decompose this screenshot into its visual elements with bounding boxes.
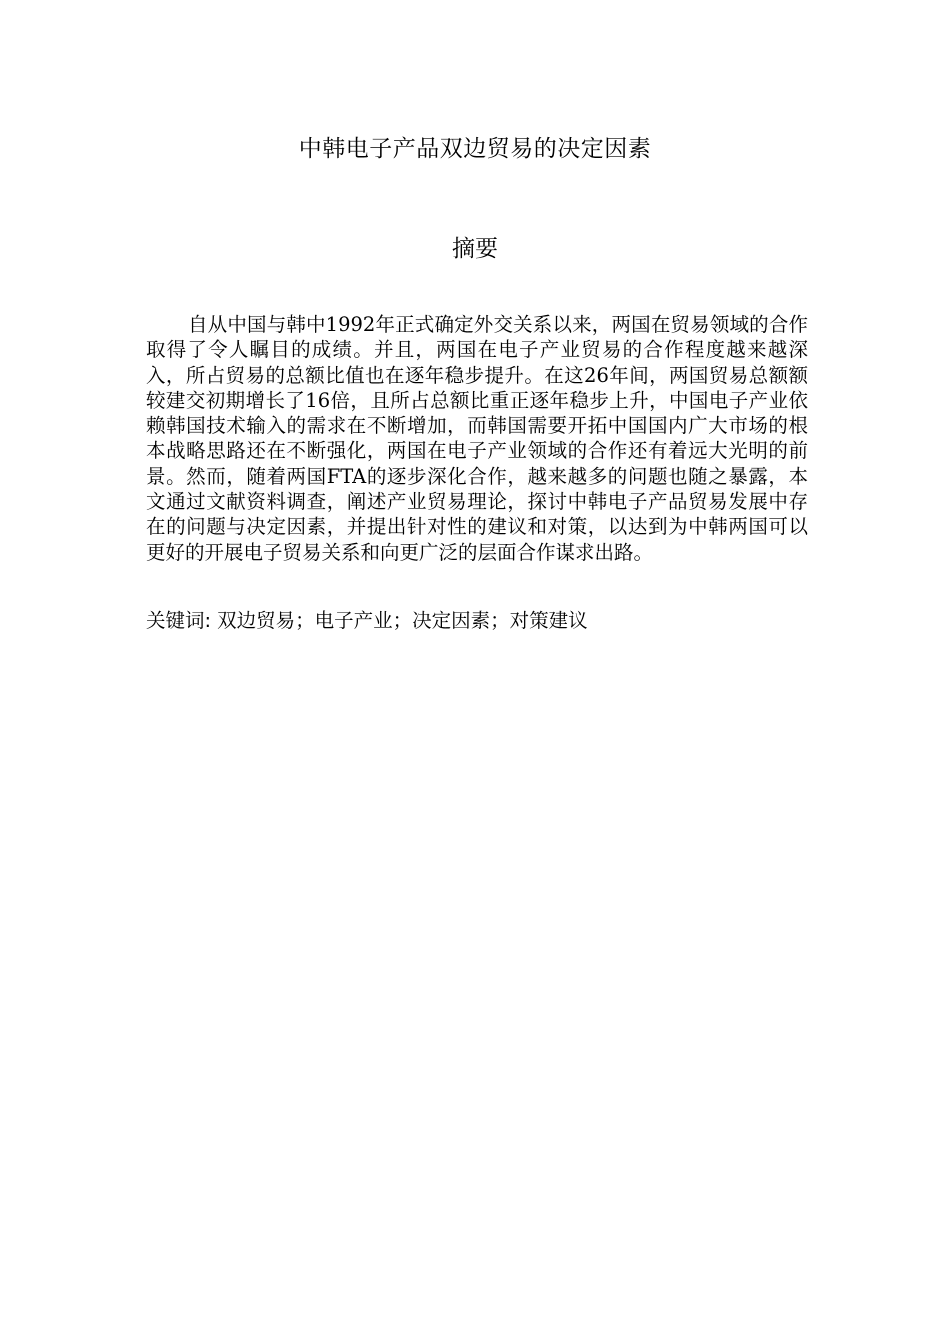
keywords-line	[146, 608, 808, 635]
keywords-values: 双边贸易；电子产业；决定因素；对策建议	[217, 609, 588, 632]
document-title: 中韩电子产品双边贸易的决定因素	[298, 136, 652, 162]
abstract-body: 自从中国与韩中1992年正式确定外交关系以来，两国在贸易领域的合作取得了令人瞩目的成绩。并且，两国在电子产业贸易的合作程度越来越深入，所占贸易的总额比值也在逐年稳步提升。在这26年间，两国贸易总额额较建交初期增长了16倍，且所占总额比重正逐年稳步上升，中国电子产业依赖韩国技术输入的需求在不断增加，而韩国需要开拓中国国内广大市场的根本战略思路还在不断强化，两国在电子产业领域的合作还有着远大光明的前景。然而，随着两国FTA的逐步深化合作，越来越多的问题也随之暴露，本文通过文献资料调查，阐述产业贸易理论，探讨中韩电子产品贸易发展中存在的问题与决定因素，并提出针对性的建议和对策，以达到为中韩两国可以更好的开展电子贸易关系和向更广泛的层面合作谋求出路。	[146, 313, 808, 564]
keywords-label: 关键词:	[146, 609, 212, 632]
abstract-heading: 摘要	[452, 236, 498, 262]
